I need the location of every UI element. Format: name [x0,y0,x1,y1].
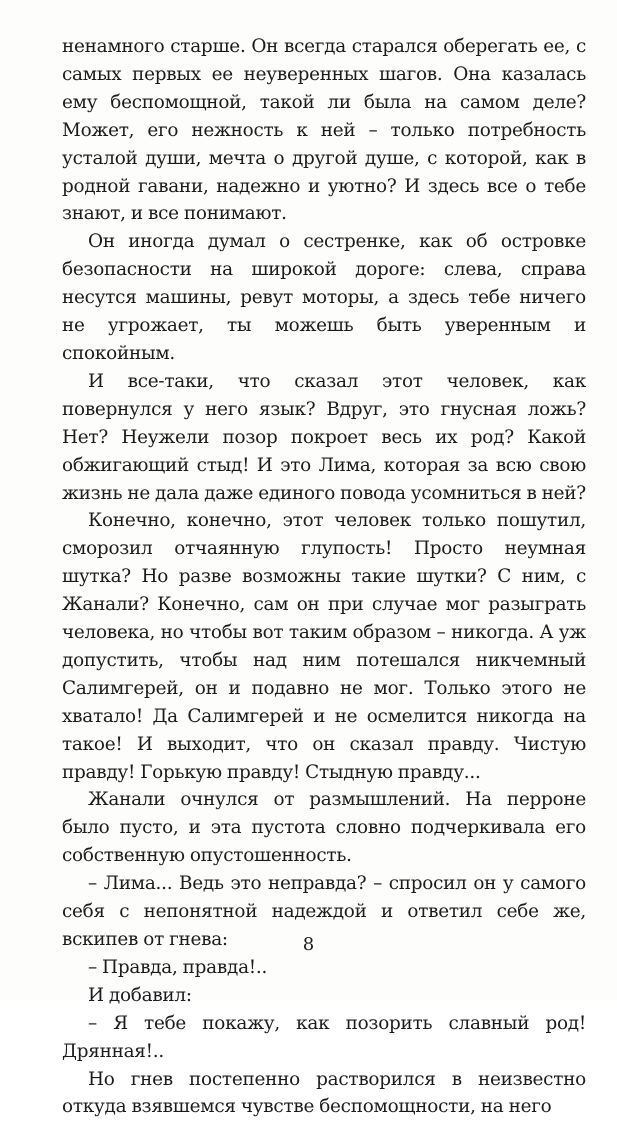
body-text [62,33,586,1121]
paragraph-1: ненамного старше. Он всегда старался оберегать ее, с самых первых ее неуверенных шагов. Она казалась ему беспомощной, такой ли была на самом деле? Может, его нежность к ней – только потребность усталой души, мечта о другой душе, с которой, как в родной гавани, надежно и уютно? И здесь все о тебе знают, и все понимают. [62,36,586,225]
dialog-line-2: – Правда, правда!.. [88,956,268,978]
dialog-line-3: – Я тебе покажу, как позорить славный род! Дрянная!.. [62,1012,586,1062]
paragraph-4: Конечно, конечно, этот человек только пошутил, сморозил отчаянную глупость! Просто неумная шутка? Но разве возможны такие шутки? С ним, с Жанали? Конечно, сам он при случае мог разыграть человека, но чтобы вот таким образом – никогда. А уж допустить, чтобы над ним потешался никчемный Салимгерей, он и подавно не мог. Только этого не хватало! Да Салимгерей и не осмелится никогда на такое! И выходит, что он сказал правду. Чистую правду! Горькую правду! Стыдную правду... [62,510,586,783]
paragraph-6: И добавил: [88,984,192,1006]
paragraph-7: Но гнев постепенно растворился в неизвестно откуда взявшемся чувстве беспомощности, на него [62,1068,586,1118]
page-number: 8 [302,934,315,955]
paragraph-3: И все-таки, что сказал этот человек, как повернулся у него язык? Вдруг, это гнусная ложь? Нет? Неужели позор покроет весь их род? Какой обжигающий стыд! И это Лима, которая за всю свою жизнь не дала даже единого повода усомниться в ней? [62,370,586,504]
dialog-line-1: – Лима... Ведь это неправда? – спросил он у самого себя с непонятной надеждой и ответил себе же, вскипев от гнева: [62,873,586,950]
paragraph-5: Жанали очнулся от размышлений. На перроне было пусто, и эта пустота словно подчеркивала его собственную опустошенность. [62,789,586,867]
paragraph-2: Он иногда думал о сестренке, как об островке безопасности на широкой дороге: слева, справа несутся машины, ревут моторы, а здесь тебе ничего не угрожает, ты можешь быть уверенным и спокойным. [62,231,586,364]
